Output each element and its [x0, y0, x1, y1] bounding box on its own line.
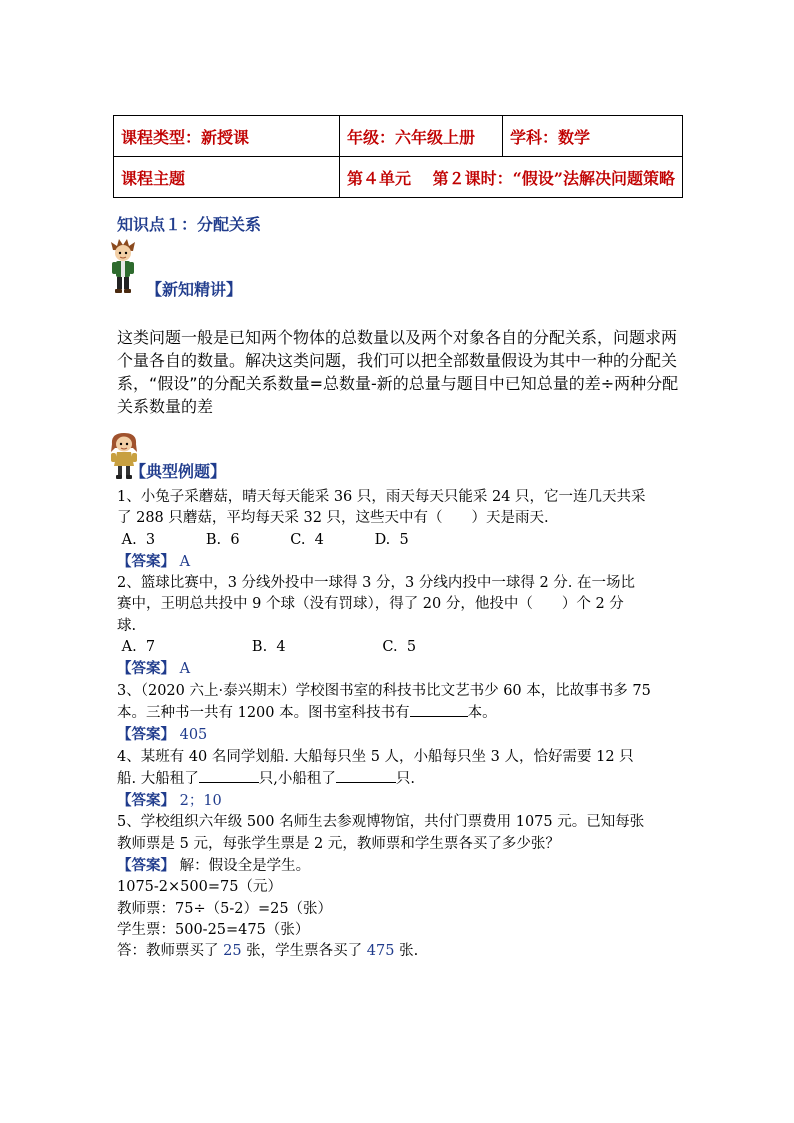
q5-answer: [117, 855, 692, 877]
q5-step-3: 学生票：500-25=475（张）: [117, 921, 310, 938]
q4-line-2-mid: 只,小船租了: [258, 770, 336, 787]
q3-line-1: 3、（2020 六上·泰兴期末）学校图书室的科技书比文艺书少 60 本，比故事书多 75: [117, 682, 651, 699]
q4-line-1: 4、某班有 40 名同学划船. 大船每只坐 5 人，小船每只坐 3 人，恰好需要 12 只: [117, 748, 634, 765]
answer-label: 【答案】: [117, 792, 175, 810]
q1-options: A. 3 B. 6 C. 4 D. 5: [117, 531, 409, 548]
q3-line-2-text: 本。三种书一共有 1200 本。图书室科技书有: [117, 704, 410, 721]
course-topic-row: [114, 157, 683, 198]
answer-label: 【答案】: [117, 552, 175, 570]
q4-line-2-tail: 只.: [395, 770, 415, 787]
q5-final-text-b: 张，学生票各买了: [241, 943, 367, 960]
q2-line-1: 2、篮球比赛中，3 分线外投中一球得 3 分，3 分线内投中一球得 2 分. 在一场比: [117, 575, 635, 592]
answer-label: 【答案】: [117, 857, 175, 875]
q5-teacher-count: 25: [223, 943, 242, 960]
q3-answer-value: 405: [179, 727, 208, 744]
q5-step-1: 1075-2×500=75（元）: [117, 879, 282, 896]
course-info-row: [114, 116, 683, 157]
answer-label: 【答案】: [117, 726, 175, 744]
q4-line-2-text: 船. 大船租了: [117, 770, 199, 787]
q3-line-2-tail: 本。: [467, 704, 497, 721]
answer-label: 【答案】: [117, 660, 175, 678]
new-knowledge-banner: 【新知精讲】: [146, 280, 243, 299]
q5-final-answer: [117, 941, 692, 962]
q1-answer-value: A: [179, 553, 191, 570]
q2-options: A. 7 B. 4 C. 5: [117, 639, 417, 656]
q3-line-2: [117, 702, 692, 724]
q4-big-boat-blank: [199, 768, 259, 783]
q2-answer-value: A: [179, 661, 191, 678]
q5-final-text-c: 张.: [394, 943, 419, 960]
q1-answer: [117, 551, 692, 573]
q2-line-3: 球.: [117, 617, 137, 634]
q4-line-2: [117, 768, 692, 790]
topic-value-cell: 第４单元 第２课时：“假设”法解决问题策略: [340, 157, 683, 198]
q3-answer-blank: [410, 702, 468, 717]
q4-answer: [117, 790, 692, 812]
q4-answer-value: 2；10: [179, 793, 222, 810]
q1-line-1: 1、小兔子采蘑菇，晴天每天能采 36 只，雨天每天只能采 24 只，它一连几天共采: [117, 489, 646, 505]
q3-answer: [117, 724, 692, 746]
course-type-cell: 课程类型：新授课: [114, 116, 340, 157]
cartoon-boy-icon: [107, 238, 139, 294]
q5-line-2: 教师票是 5 元，每张学生票是 2 元，教师票和学生票各买了多少张？: [117, 835, 560, 852]
typical-examples-banner: 【典型例题】: [130, 462, 227, 481]
topic-label-cell: 课程主题: [114, 157, 340, 198]
intro-paragraph: 这类问题一般是已知两个物体的总数量以及两个对象各自的分配关系，问题求两个量各自的数量。解决这类问题，我们可以把全部数量假设为其中一种的分配关系，“假设”的分配关系数量=总数量-新的总量与题目中已知总量的差÷两种分配关系数量的差: [117, 328, 679, 416]
q2-answer: [117, 658, 692, 680]
subject-cell: 学科：数学: [503, 116, 683, 157]
q5-line-1: 5、学校组织六年级 500 名师生去参观博物馆，共付门票费用 1075 元。已知每张: [117, 814, 645, 831]
q4-small-boat-blank: [336, 768, 396, 783]
q5-step-2: 教师票：75÷（5-2）=25（张）: [117, 900, 333, 917]
examples-content: [117, 487, 692, 963]
q5-student-count: 475: [366, 943, 395, 960]
q2-line-2: 赛中，王明总共投中 9 个球（没有罚球），得了 20 分，他投中（ ）个 2 分: [117, 596, 624, 613]
knowledge-point-title: 知识点１：分配关系: [117, 215, 262, 234]
q5-final-text-a: 答：教师票买了: [117, 943, 224, 960]
grade-cell: 年级：六年级上册: [340, 116, 503, 157]
q5-answer-intro: 解：假设全是学生。: [175, 858, 311, 875]
q1-line-2: 了 288 只蘑菇，平均每天采 32 只，这些天中有（ ）天是雨天.: [117, 510, 549, 527]
course-info-table: [113, 115, 683, 198]
